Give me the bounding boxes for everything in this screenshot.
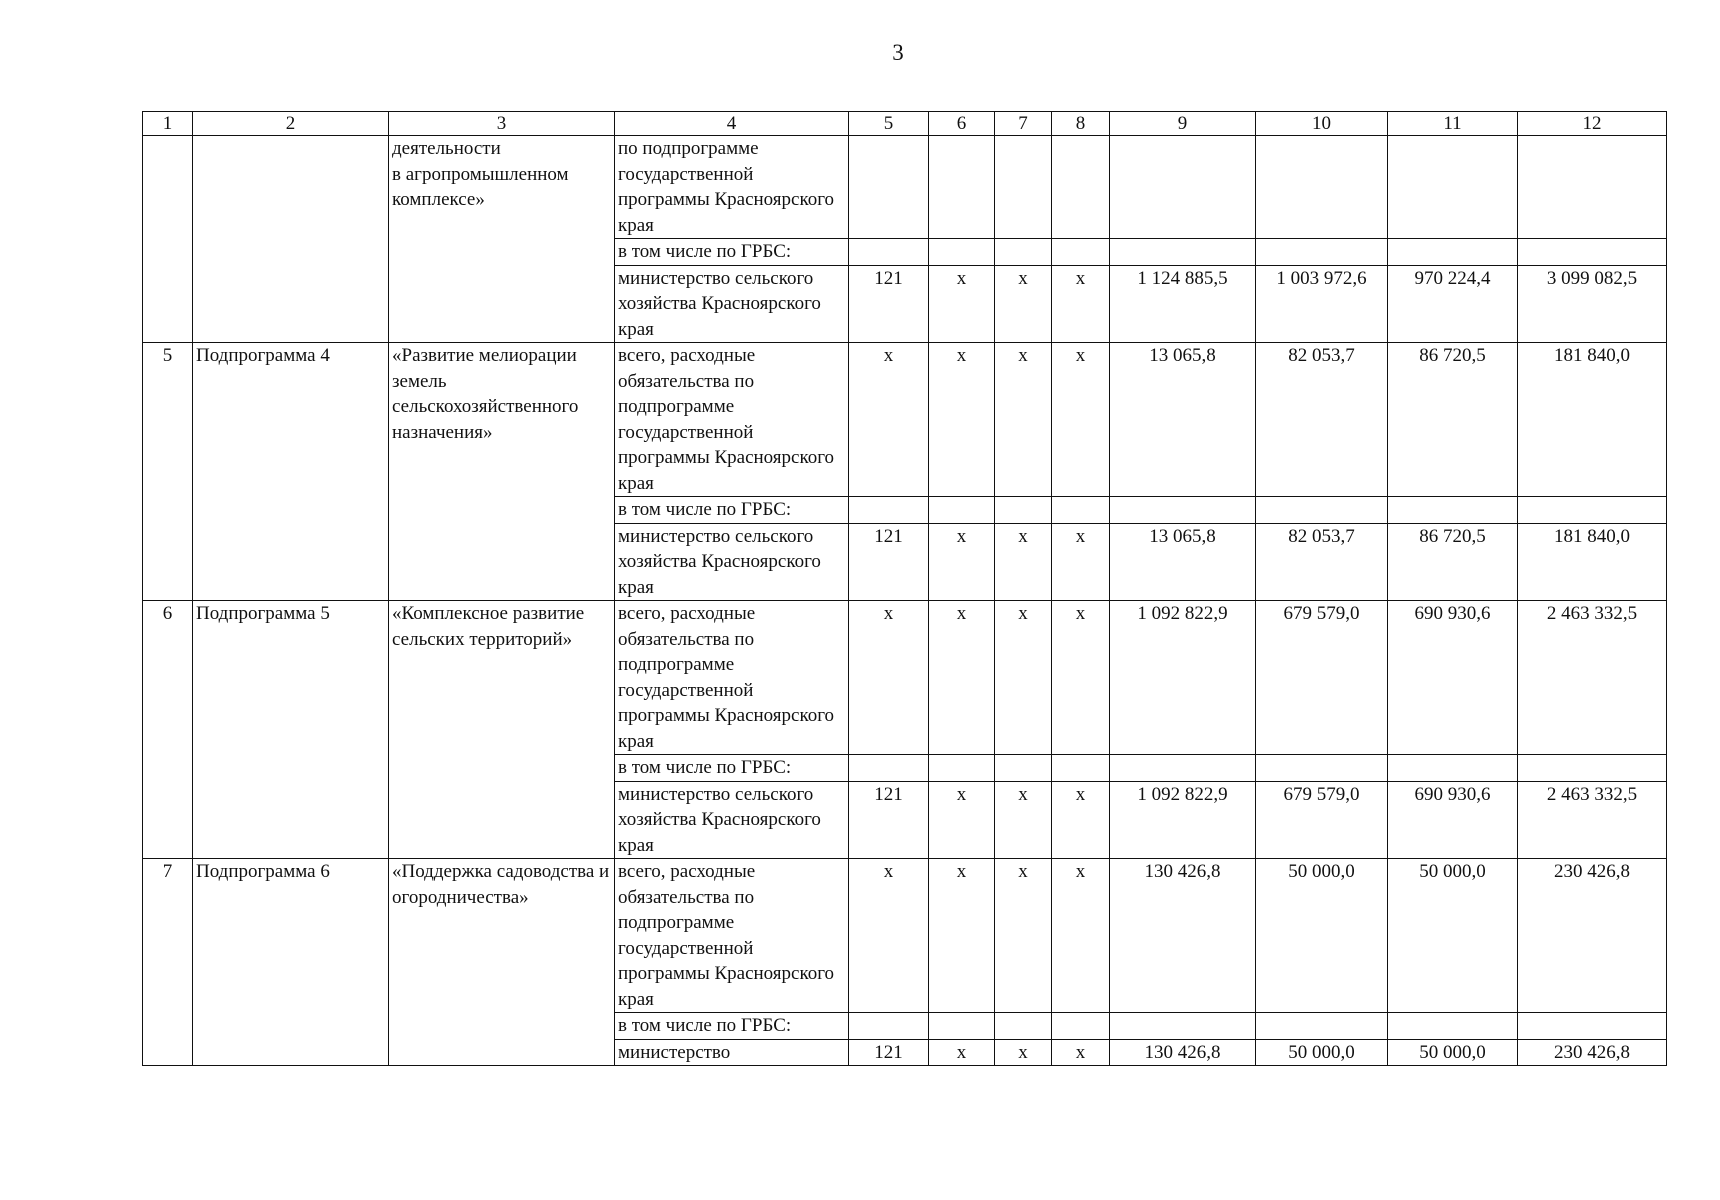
cell-value: 86 720,5	[1388, 523, 1518, 601]
cell-value: 50 000,0	[1256, 859, 1388, 1013]
cell-value: 679 579,0	[1256, 601, 1388, 755]
cell-value: 121	[849, 265, 929, 343]
cell-value: х	[849, 859, 929, 1013]
subprogram-total-row	[143, 343, 1667, 497]
cell-value: х	[1052, 523, 1110, 601]
cell-value: 121	[849, 523, 929, 601]
header-cell: 1	[143, 112, 193, 136]
cell-value: 2 463 332,5	[1518, 601, 1667, 755]
cell-grbs-label: в том числе по ГРБС:	[615, 1013, 849, 1040]
cell-value: 50 000,0	[1388, 1039, 1518, 1066]
cell-value: х	[1052, 601, 1110, 755]
cell-value: 970 224,4	[1388, 265, 1518, 343]
cell-value: х	[929, 1039, 995, 1066]
cell-value: 1 003 972,6	[1256, 265, 1388, 343]
cell-subprogram: Подпрограмма 6	[193, 859, 389, 1066]
cell-subprogram: Подпрограмма 5	[193, 601, 389, 859]
cell-value: 690 930,6	[1388, 601, 1518, 755]
cell-value: 2 463 332,5	[1518, 781, 1667, 859]
cell-value: х	[849, 601, 929, 755]
cell-grbs-label: в том числе по ГРБС:	[615, 239, 849, 266]
cell-grbs-label: в том числе по ГРБС:	[615, 755, 849, 782]
cell-no: 5	[143, 343, 193, 601]
header-cell: 9	[1110, 112, 1256, 136]
cell-value: х	[995, 859, 1052, 1013]
cell-value: 1 092 822,9	[1110, 601, 1256, 755]
header-cell: 6	[929, 112, 995, 136]
page-number: 3	[892, 40, 904, 65]
header-cell: 2	[193, 112, 389, 136]
header-cell: 3	[389, 112, 615, 136]
cell-value: 86 720,5	[1388, 343, 1518, 497]
cell-value: 13 065,8	[1110, 343, 1256, 497]
cell-value: 50 000,0	[1256, 1039, 1388, 1066]
cell-value: х	[929, 265, 995, 343]
cell-value: 82 053,7	[1256, 343, 1388, 497]
cell-value: 181 840,0	[1518, 523, 1667, 601]
cell-no	[143, 136, 193, 343]
cell-ministry-label: министерство	[615, 1039, 849, 1066]
budget-table	[142, 111, 1667, 1066]
cell-value: 230 426,8	[1518, 1039, 1667, 1066]
cell-value: х	[929, 601, 995, 755]
cell-value: х	[995, 1039, 1052, 1066]
header-row	[143, 112, 1667, 136]
cell-subprogram-name: «Развитие мелиорации земель сельскохозяйственного назначения»	[389, 343, 615, 601]
cell-value: 121	[849, 1039, 929, 1066]
header-cell: 10	[1256, 112, 1388, 136]
cell-subprogram: Подпрограмма 4	[193, 343, 389, 601]
header-cell: 5	[849, 112, 929, 136]
cell-ministry-label: министерство сельского хозяйства Красноярского края	[615, 265, 849, 343]
cell-value: х	[1052, 1039, 1110, 1066]
cell-no: 7	[143, 859, 193, 1066]
subprogram-total-row	[143, 859, 1667, 1013]
cell-value: х	[1052, 781, 1110, 859]
cell-grbs-label: в том числе по ГРБС:	[615, 497, 849, 524]
cell-ministry-label: министерство сельского хозяйства Красноярского края	[615, 523, 849, 601]
header-cell: 7	[995, 112, 1052, 136]
cell-subprogram	[193, 136, 389, 343]
cell-value: 181 840,0	[1518, 343, 1667, 497]
cell-value: х	[929, 859, 995, 1013]
cell-value: 130 426,8	[1110, 859, 1256, 1013]
cell-total-label: всего, расходные обязательства по подпрограмме государственной программы Красноярского края	[615, 343, 849, 497]
cell-no: 6	[143, 601, 193, 859]
cell-value: 3 099 082,5	[1518, 265, 1667, 343]
cell-subprogram-name: деятельности в агропромышленном комплексе»	[389, 136, 615, 343]
cell-value: х	[995, 343, 1052, 497]
header-cell: 8	[1052, 112, 1110, 136]
cell-value: 130 426,8	[1110, 1039, 1256, 1066]
cell-value: х	[995, 601, 1052, 755]
cell-value: х	[995, 265, 1052, 343]
cell-value: х	[995, 523, 1052, 601]
cell-total-label: по подпрограмме государственной программы Красноярского края	[615, 136, 849, 239]
cell-subprogram-name: «Комплексное развитие сельских территорий»	[389, 601, 615, 859]
subprogram-total-row	[143, 601, 1667, 755]
cell-total-label: всего, расходные обязательства по подпрограмме государственной программы Красноярского края	[615, 601, 849, 755]
cell-value: х	[1052, 343, 1110, 497]
cell-ministry-label: министерство сельского хозяйства Красноярского края	[615, 781, 849, 859]
cell-value: 230 426,8	[1518, 859, 1667, 1013]
header-cell: 4	[615, 112, 849, 136]
cell-subprogram-name: «Поддержка садоводства и огородничества»	[389, 859, 615, 1066]
cell-value: х	[929, 343, 995, 497]
cell-value: х	[995, 781, 1052, 859]
cell-value: 82 053,7	[1256, 523, 1388, 601]
cell-value: 679 579,0	[1256, 781, 1388, 859]
cell-value: х	[929, 781, 995, 859]
cell-value: х	[1052, 265, 1110, 343]
cell-total-label: всего, расходные обязательства по подпрограмме государственной программы Красноярского края	[615, 859, 849, 1013]
cell-value: 50 000,0	[1388, 859, 1518, 1013]
cell-value: х	[929, 523, 995, 601]
cell-value: х	[1052, 859, 1110, 1013]
header-cell: 12	[1518, 112, 1667, 136]
cell-value: х	[849, 343, 929, 497]
cell-value: 1 124 885,5	[1110, 265, 1256, 343]
header-cell: 11	[1388, 112, 1518, 136]
cell-value: 13 065,8	[1110, 523, 1256, 601]
cell-value: 1 092 822,9	[1110, 781, 1256, 859]
continuation-total-row	[143, 136, 1667, 239]
cell-value: 690 930,6	[1388, 781, 1518, 859]
cell-value: 121	[849, 781, 929, 859]
